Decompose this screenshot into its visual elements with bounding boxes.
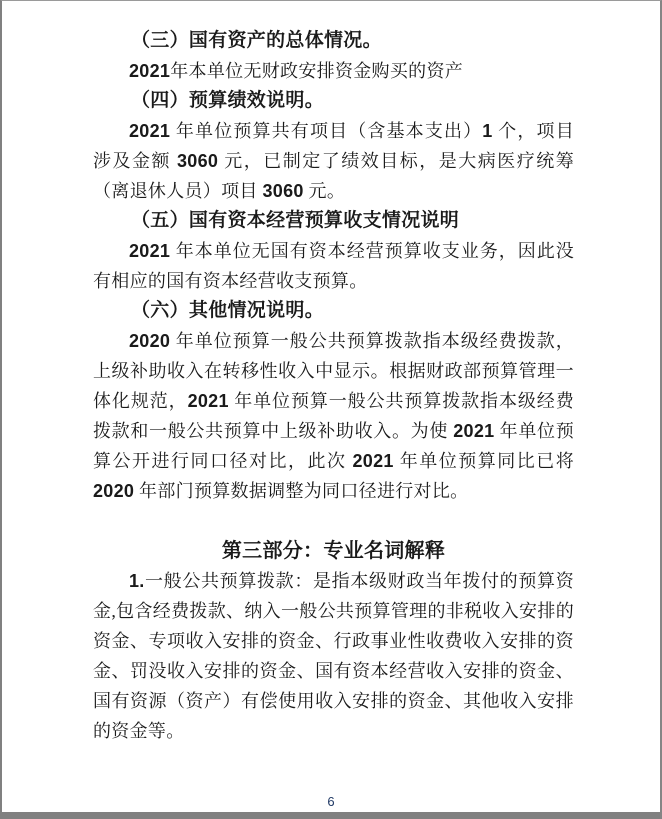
sub-heading: （三）国有资产的总体情况。 (131, 30, 382, 51)
numeric-value: 3060 (177, 151, 219, 171)
page-bottom-edge (0, 812, 662, 819)
page-number: 6 (327, 794, 335, 809)
numeric-value: 2021 (129, 61, 171, 81)
numeric-value: 2021 (453, 421, 495, 441)
sub-heading: （六）其他情况说明。 (131, 300, 325, 321)
numeric-value: 1 (482, 121, 493, 141)
page-content (93, 26, 574, 746)
sub-heading: （五）国有资本经营预算收支情况说明 (131, 210, 460, 231)
paragraph: 2021 年单位预算共有项目（含基本支出）1 个，项目涉及金额 3060 元，已制定了绩效目标，是大病医疗统筹（离退休人员）项目 3060 元。 (93, 121, 575, 201)
numeric-value: 2021 (129, 121, 171, 141)
numeric-value: 2021 (129, 241, 171, 261)
paragraph: 2020 年单位预算一般公共预算拨款指本级经费拨款，上级补助收入在转移性收入中显示。根据财政部预算管理一体化规范，2021 年单位预算一般公共预算拨款指本级经费拨款和一般公共预算中上级补助收入。为使 2021 年单位预算公开进行同口径对比，此次 2021 年单位预算同比已将 2020 年部门预算数据调整为同口径进行对比。 (93, 331, 575, 501)
numeric-value: 2021 (187, 391, 229, 411)
numeric-value: 2021 (352, 451, 394, 471)
numeric-value: 1. (129, 571, 145, 591)
paragraph: 1.一般公共预算拨款：是指本级财政当年拨付的预算资金,包含经费拨款、纳入一般公共预算管理的非税收入安排的资金、专项收入安排的资金、行政事业性收费收入安排的资金、罚没收入安排的资金、国有资本经营收入安排的资金、国有资源（资产）有偿使用收入安排的资金、其他收入安排的资金等。 (93, 571, 574, 741)
numeric-value: 2020 (93, 481, 135, 501)
numeric-value: 3060 (262, 181, 304, 201)
sub-heading: （四）预算绩效说明。 (131, 90, 325, 111)
paragraph: 2021 年本单位无国有资本经营预算收支业务，因此没有相应的国有资本经营收支预算。 (93, 241, 574, 291)
numeric-value: 2020 (129, 331, 171, 351)
paragraph: 2021年本单位无财政安排资金购买的资产 (129, 61, 464, 81)
section-title: 第三部分：专业名词解释 (221, 540, 446, 562)
